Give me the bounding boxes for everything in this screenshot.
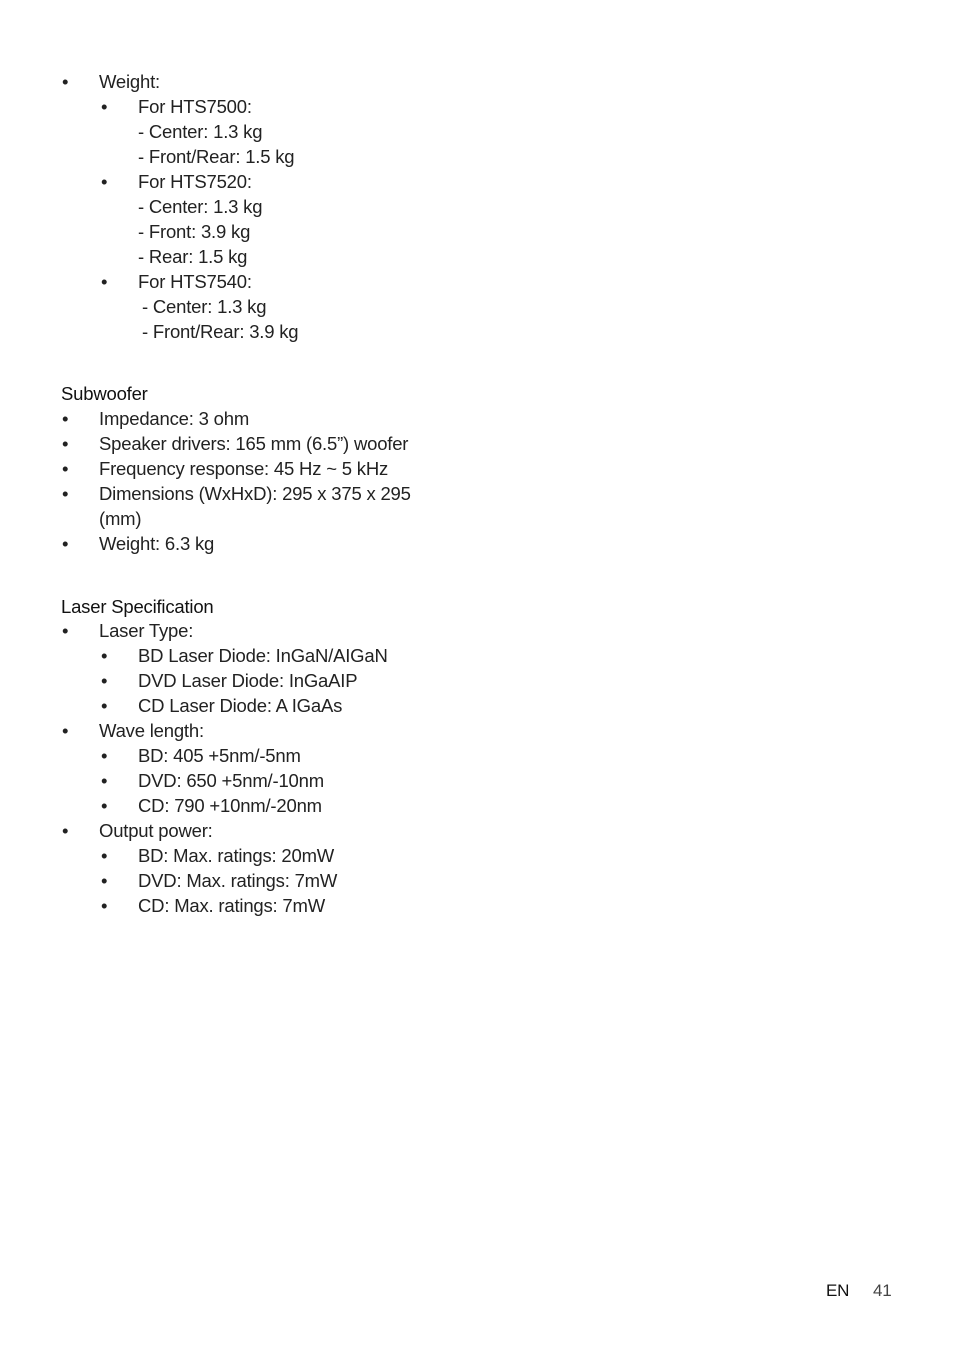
wave-length-label: Wave length: xyxy=(99,720,204,741)
subwoofer-dimensions: Dimensions (WxHxD): 295 x 375 x 295 xyxy=(99,483,411,504)
bullet: • xyxy=(101,171,108,192)
laser-type-cd: CD Laser Diode: A IGaAs xyxy=(138,695,343,716)
laser-type-bd: BD Laser Diode: InGaN/AIGaN xyxy=(138,645,388,666)
output-power-label: Output power: xyxy=(99,820,213,841)
hts7540-label: For HTS7540: xyxy=(138,271,252,292)
wave-cd: CD: 790 +10nm/-20nm xyxy=(138,795,322,816)
hts7500-label: For HTS7500: xyxy=(138,96,252,117)
bullet: • xyxy=(62,820,69,841)
laser-heading: Laser Specification xyxy=(61,596,214,617)
bullet: • xyxy=(62,458,69,479)
weight-label: Weight: xyxy=(99,71,160,92)
bullet: • xyxy=(62,433,69,454)
hts7520-front: - Front: 3.9 kg xyxy=(138,221,251,242)
bullet: • xyxy=(101,895,108,916)
power-dvd: DVD: Max. ratings: 7mW xyxy=(138,870,338,891)
subwoofer-impedance: Impedance: 3 ohm xyxy=(99,408,250,429)
bullet: • xyxy=(62,71,69,92)
bullet: • xyxy=(101,770,108,791)
hts7520-center: - Center: 1.3 kg xyxy=(138,196,263,217)
bullet: • xyxy=(101,695,108,716)
wave-dvd: DVD: 650 +5nm/-10nm xyxy=(138,770,324,791)
bullet: • xyxy=(62,408,69,429)
bullet: • xyxy=(101,271,108,292)
footer-language: EN xyxy=(826,1281,850,1300)
hts7540-center: - Center: 1.3 kg xyxy=(142,296,267,317)
laser-type-dvd: DVD Laser Diode: InGaAIP xyxy=(138,670,358,691)
power-bd: BD: Max. ratings: 20mW xyxy=(138,845,335,866)
bullet: • xyxy=(101,645,108,666)
hts7500-center: - Center: 1.3 kg xyxy=(138,121,263,142)
subwoofer-frequency: Frequency response: 45 Hz ~ 5 kHz xyxy=(99,458,389,479)
subwoofer-drivers: Speaker drivers: 165 mm (6.5”) woofer xyxy=(99,433,409,454)
hts7500-front-rear: - Front/Rear: 1.5 kg xyxy=(138,146,295,167)
bullet: • xyxy=(62,483,69,504)
bullet: • xyxy=(101,96,108,117)
wave-bd: BD: 405 +5nm/-5nm xyxy=(138,745,301,766)
hts7520-label: For HTS7520: xyxy=(138,171,252,192)
bullet: • xyxy=(101,870,108,891)
hts7520-rear: - Rear: 1.5 kg xyxy=(138,246,248,267)
subwoofer-dimensions-unit: (mm) xyxy=(99,508,142,529)
power-cd: CD: Max. ratings: 7mW xyxy=(138,895,325,916)
bullet: • xyxy=(62,720,69,741)
bullet: • xyxy=(62,620,69,641)
bullet: • xyxy=(101,845,108,866)
subwoofer-heading: Subwoofer xyxy=(61,383,148,404)
laser-type-label: Laser Type: xyxy=(99,620,194,641)
bullet: • xyxy=(62,533,69,554)
page-number: 41 xyxy=(873,1281,892,1300)
subwoofer-weight: Weight: 6.3 kg xyxy=(99,533,215,554)
hts7540-front-rear: - Front/Rear: 3.9 kg xyxy=(142,321,299,342)
bullet: • xyxy=(101,745,108,766)
bullet: • xyxy=(101,670,108,691)
bullet: • xyxy=(101,795,108,816)
